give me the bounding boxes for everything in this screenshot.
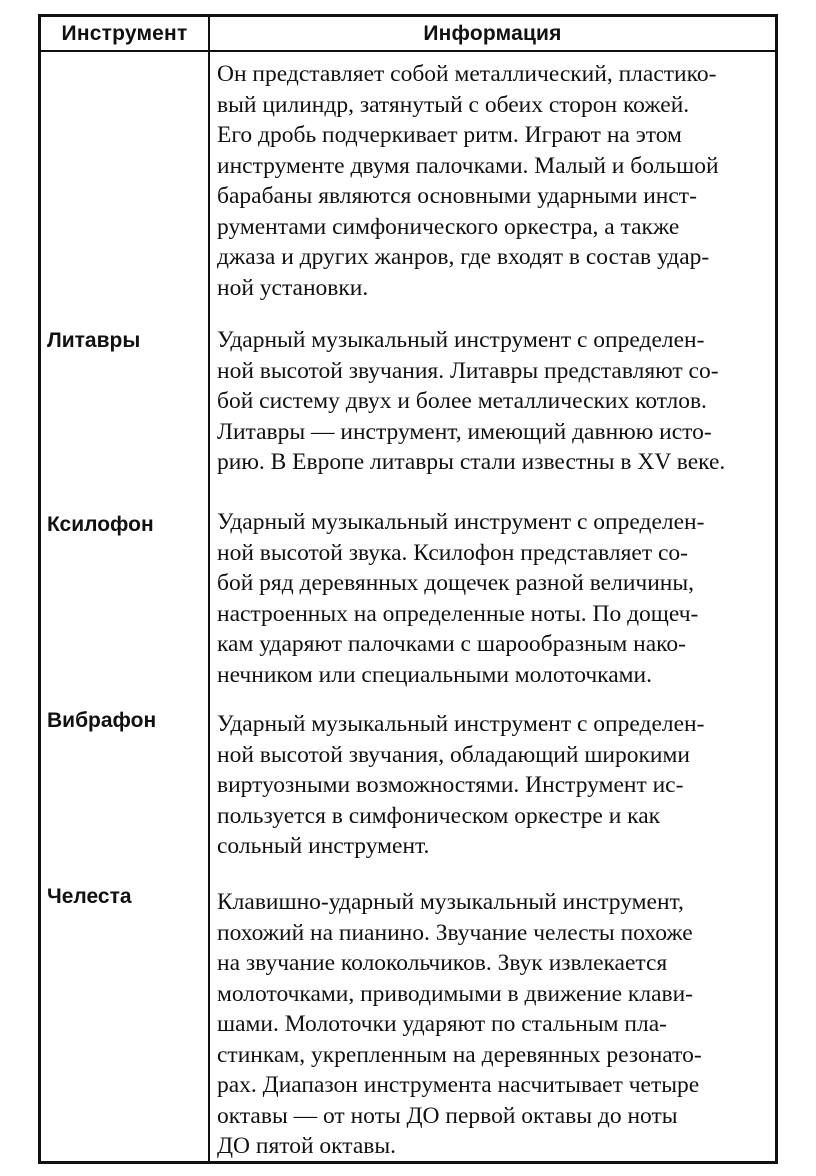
info-line: стинкам, укрепленным на деревянных резонато- [217,1041,702,1068]
row-info-0 [217,59,773,303]
info-line: рументами симфонического оркестра, а также [217,213,680,240]
info-line: шами. Молоточки ударяют по стальным пла- [217,1011,667,1037]
info-line: ной высотой звучания, обладающий широкими [217,741,690,768]
info-line: Ударный музыкальный инструмент с определен- [217,711,705,737]
info-line: джаза и других жанров, где входят в состав удар- [217,244,710,270]
info-line: пользуется в симфоническом оркестре и как [217,802,661,829]
row-name-4: Челеста [47,885,132,908]
info-line: барабаны являются основными ударными инст- [217,183,697,209]
table-header [41,17,775,52]
instrument-table [38,14,778,1164]
info-line: сольный инструмент. [217,833,430,859]
info-line: нечником или специальными молоточками. [217,661,652,688]
info-line: инструменте двумя палочками. Малый и большой [217,152,719,179]
info-line: кам ударяют палочками с шарообразным нако- [217,631,686,657]
row-info-1 [217,325,773,478]
row-name-3: Вибрафон [47,709,157,732]
row-info-2 [217,507,773,690]
info-line: настроенных на определенные ноты. По дощеч- [217,600,699,627]
info-line: ДО пятой октавы. [217,1133,397,1159]
info-line: ной высотой звучания. Литавры представляют со- [217,357,719,384]
info-line: Ударный музыкальный инструмент с определен- [217,327,705,353]
info-line: похожий на пианино. Звучание челесты похоже [217,919,693,946]
header-instrument: Инструмент [61,22,188,45]
info-line: Его дробь подчеркивает ритм. Играют на этом [217,122,682,148]
info-line: Ударный музыкальный инструмент с определен- [217,509,705,535]
info-line: бой систему двух и более металлических котлов. [217,388,707,414]
info-line: Клавишно-ударный музыкальный инструмент, [217,889,684,915]
column-divider [208,17,210,1161]
row-name-2: Ксилофон [47,513,154,536]
info-line: вый цилиндр, затянутый с обеих сторон кожей. [217,91,690,118]
info-line: рию. В Европе литавры стали известны в XV веке. [217,449,726,475]
row-info-4 [217,887,773,1162]
info-line: октавы — от ноты ДО первой октавы до ноты [217,1102,678,1129]
info-line: виртуозными возможностями. Инструмент ис- [217,772,684,798]
info-line: молоточками, приводимыми в движение клави- [217,980,694,1007]
row-info-3 [217,709,773,862]
info-line: ной установки. [217,274,369,301]
info-line: рах. Диапазон инструмента насчитывает четыре [217,1072,700,1098]
info-line: ной высотой звука. Ксилофон представляет со- [217,539,688,566]
row-name-1: Литавры [47,329,141,352]
header-information: Информация [423,22,562,45]
info-line: бой ряд деревянных дощечек разной величины, [217,570,695,596]
info-line: на звучание колокольчиков. Звук извлекается [217,950,668,976]
info-line: Он представляет собой металлический, пластико- [217,61,717,87]
info-line: Литавры — инструмент, имеющий давнюю исто- [217,418,712,445]
